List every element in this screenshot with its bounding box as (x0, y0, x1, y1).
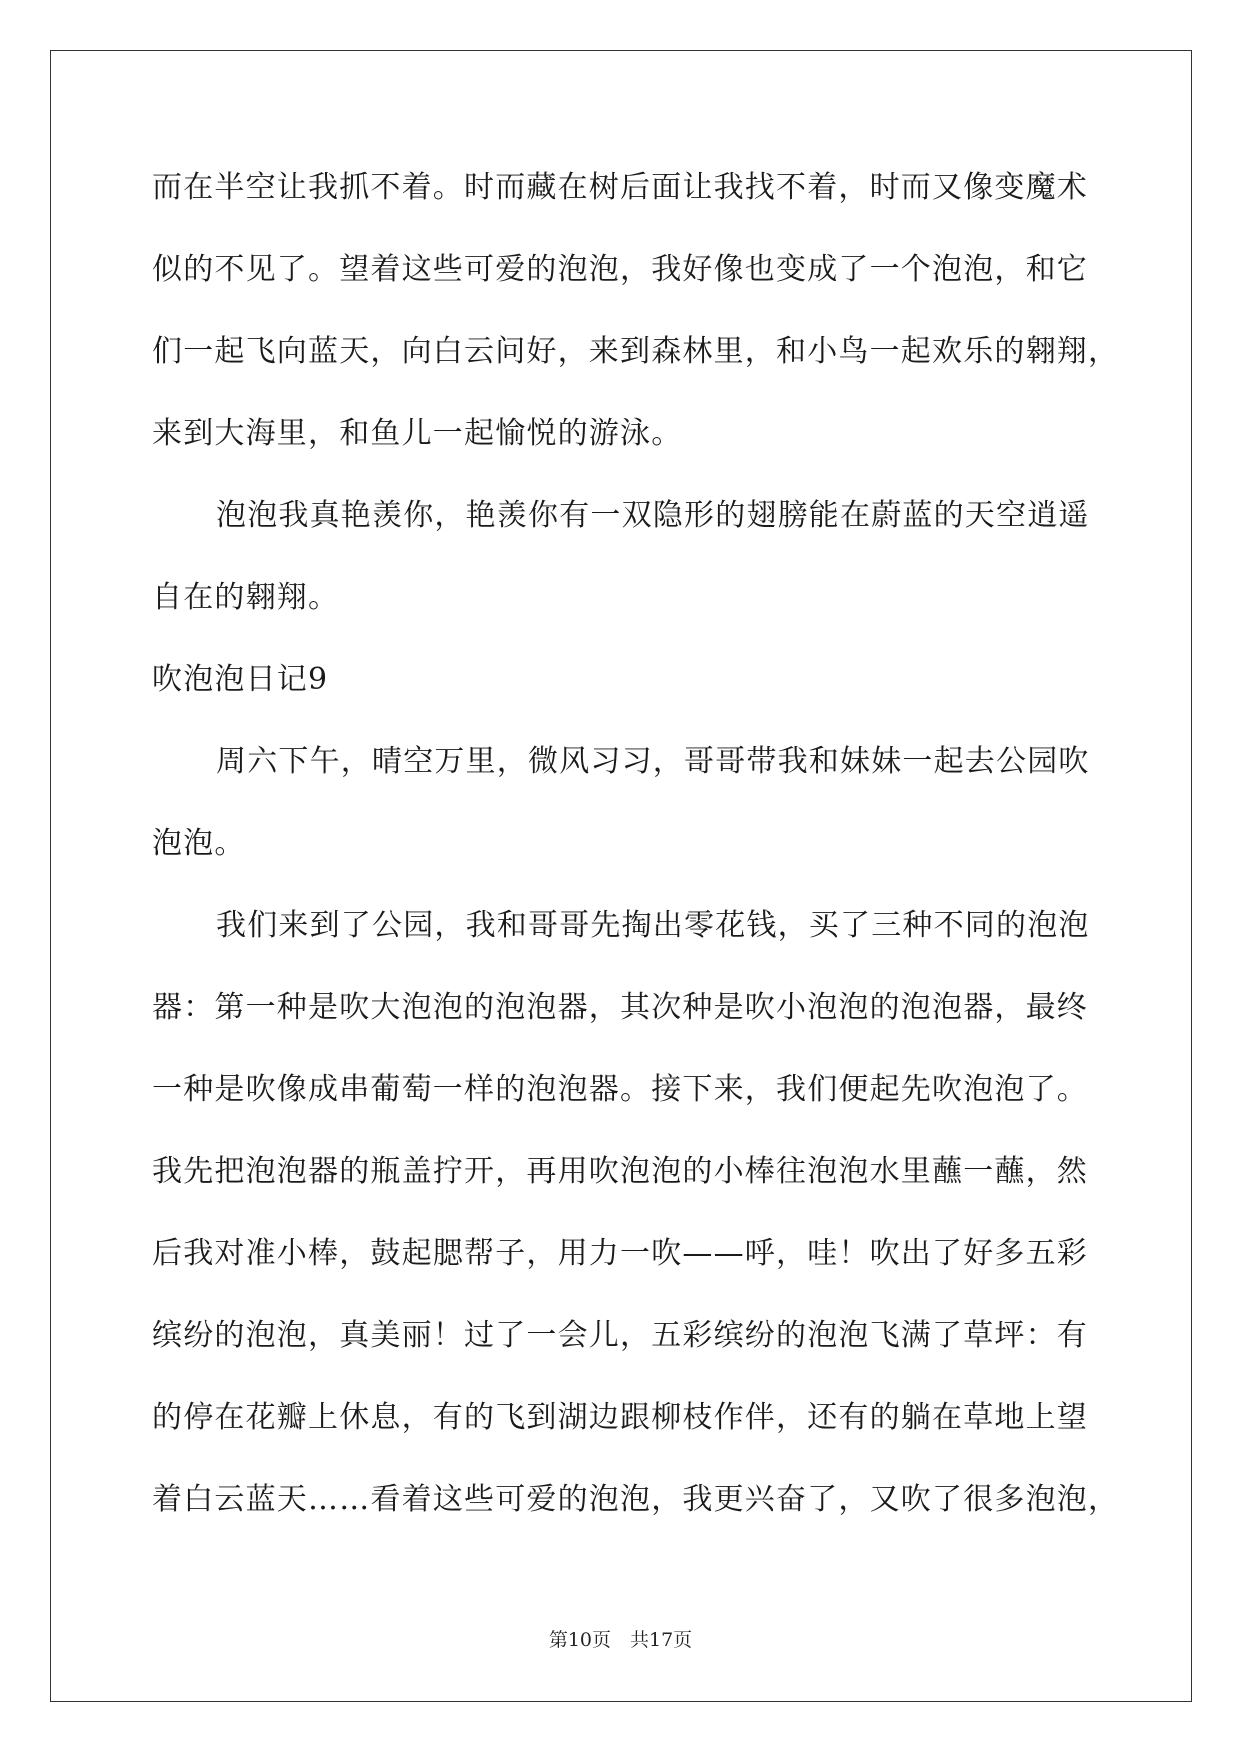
text-line: 自在的翱翔。 (152, 580, 340, 615)
document-body (152, 160, 1120, 1554)
section-heading: 吹泡泡日记9 (152, 662, 329, 697)
text-line: 一种是吹像成串葡萄一样的泡泡器。接下来，我们便起先吹泡泡了。 (152, 1072, 1088, 1107)
text-line: 来到大海里，和鱼儿一起愉悦的游泳。 (152, 416, 683, 451)
text-line: 们一起飞向蓝天，向白云问好，来到森林里，和小鸟一起欢乐的翱翔， (152, 334, 1120, 369)
paragraph-start: 周六下午，晴空万里，微风习习，哥哥带我和妹妹一起去公园吹 (216, 744, 1090, 779)
text-line: 缤纷的泡泡，真美丽！过了一会儿，五彩缤纷的泡泡飞满了草坪：有 (152, 1318, 1088, 1353)
text-line: 泡泡。 (152, 826, 246, 861)
paragraph-start: 我们来到了公园，我和哥哥先掏出零花钱，买了三种不同的泡泡 (216, 908, 1090, 943)
text-line: 后我对准小棒，鼓起腮帮子，用力一吹——呼，哇！吹出了好多五彩 (152, 1236, 1088, 1271)
text-line: 器：第一种是吹大泡泡的泡泡器，其次种是吹小泡泡的泡泡器，最终 (152, 990, 1088, 1025)
text-line: 似的不见了。望着这些可爱的泡泡，我好像也变成了一个泡泡，和它 (152, 252, 1088, 287)
text-line: 而在半空让我抓不着。时而藏在树后面让我找不着，时而又像变魔术 (152, 170, 1088, 205)
text-line: 的停在花瓣上休息，有的飞到湖边跟柳枝作伴，还有的躺在草地上望 (152, 1400, 1088, 1435)
text-line: 我先把泡泡器的瓶盖拧开，再用吹泡泡的小棒往泡泡水里蘸一蘸，然 (152, 1154, 1088, 1189)
paragraph-start: 泡泡我真艳羡你，艳羡你有一双隐形的翅膀能在蔚蓝的天空逍遥 (216, 498, 1090, 533)
page-footer: 第10页 共17页 (548, 1629, 693, 1651)
text-line: 着白云蓝天……看着这些可爱的泡泡，我更兴奋了，又吹了很多泡泡， (152, 1482, 1120, 1517)
